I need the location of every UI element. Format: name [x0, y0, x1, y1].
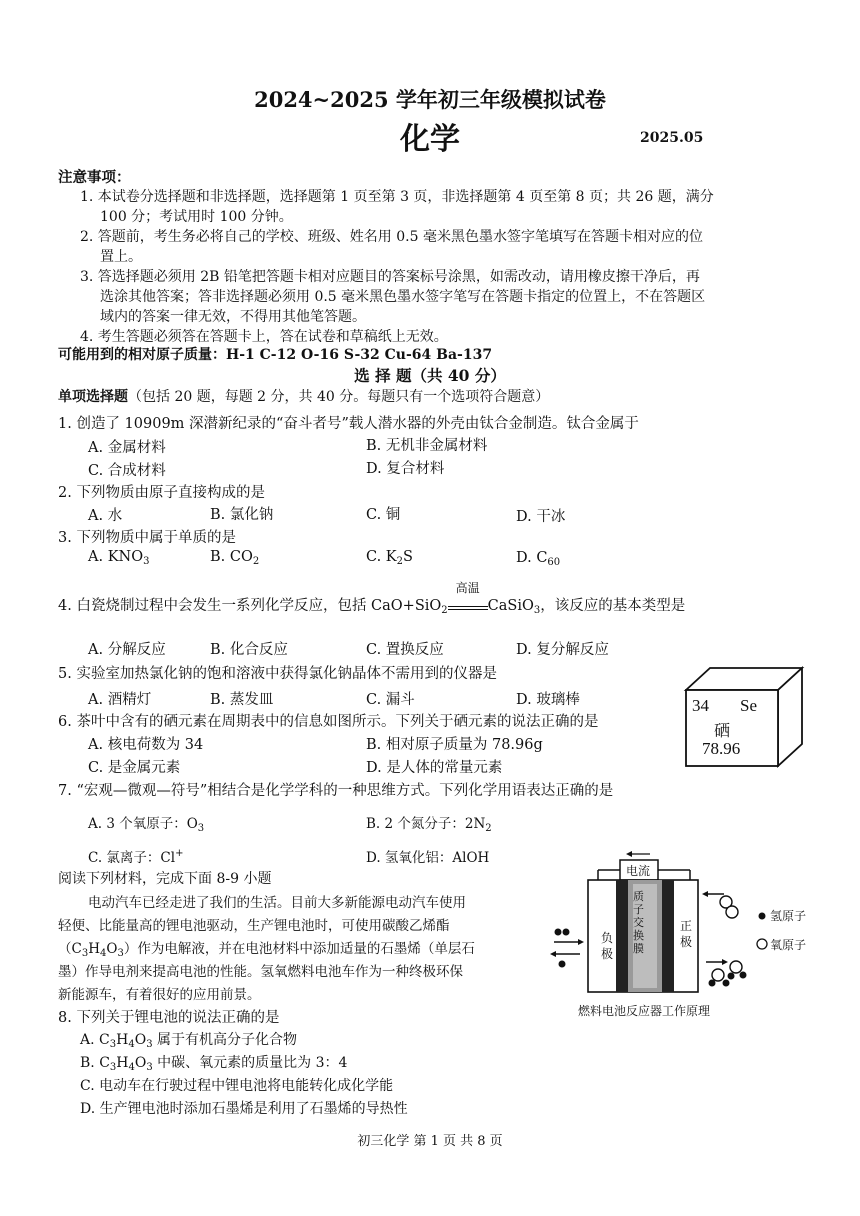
water-oxygen-1 [712, 969, 724, 981]
water-hydrogen-2 [723, 980, 730, 987]
q3-d-sub: 60 [547, 557, 561, 568]
q7-option-c [88, 846, 183, 866]
q8-a-s2: 4 [128, 1039, 135, 1050]
q7-option-d: D. 氢氧化铝：AlOH [366, 850, 490, 866]
section-instructions [58, 386, 549, 406]
legend-oxygen-symbol [757, 939, 767, 949]
q2-option-b: B. 氯化钠 [210, 507, 274, 523]
current-arrowhead [626, 851, 632, 857]
exam-title: 2024~2025 学年初三年级模拟试卷 [254, 87, 606, 112]
q4-equation-sign [448, 581, 488, 610]
q3-b-text: B. CO [210, 549, 253, 565]
positive-electrode-label: 正极 [680, 919, 693, 949]
q4-product: CaSiO [487, 598, 534, 614]
water-out-arrowhead [722, 959, 728, 965]
q7-b-sub: 2 [485, 823, 492, 834]
water-hydrogen-1 [709, 980, 716, 987]
q8-b-s1: 3 [109, 1062, 117, 1073]
q3-option-b [210, 549, 259, 567]
q8-a-post: 属于有机高分子化合物 [152, 1032, 298, 1048]
element-number: 34 [692, 696, 709, 715]
page-footer: 初三化学 第 1 页 共 8 页 [357, 1134, 503, 1149]
q3-d-text: D. C [516, 550, 548, 566]
reading-intro: 阅读下列材料，完成下面 8-9 小题 [58, 871, 272, 887]
reading-line-4: 墨）作导电剂来提高电池的性能。氢氧燃料电池车作为一种终极环保 [58, 964, 463, 980]
q3-a-sub: 3 [143, 556, 150, 567]
q8-b-post: 中碳、氧元素的质量比为 3：4 [152, 1055, 348, 1071]
q3-option-a [88, 549, 149, 567]
reading-l3-s3: 3 [117, 948, 124, 959]
hydrogen-atom-2 [563, 929, 570, 936]
oxygen-atom-2 [726, 906, 738, 918]
element-mass: 78.96 [702, 739, 741, 758]
note-4: 4. 考生答题必须答在答题卡上，答在试卷和草稿纸上无效。 [80, 329, 448, 345]
q7-option-a [88, 812, 204, 834]
q8-option-d: D. 生产锂电池时添加石墨烯是利用了石墨烯的导热性 [80, 1101, 408, 1117]
section-title: 选 择 题（共 40 分） [354, 366, 506, 385]
note-3b: 选涂其他答案；答非选择题必须用 0.5 毫米黑色墨水签字笔写在答题卡指定的位置上，不在答题区 [100, 289, 706, 305]
reading-line-3 [58, 937, 475, 959]
q5-option-d: D. 玻璃棒 [516, 692, 580, 708]
reading-l3-m1: H [88, 941, 100, 957]
q1-option-c: C. 合成材料 [88, 463, 166, 479]
q4-option-b: B. 化合反应 [210, 642, 288, 658]
q4-double-bar [448, 606, 488, 610]
q5-option-a: A. 酒精灯 [88, 692, 152, 708]
note-3c: 域内的答案一律无效，不得用其他笔答题。 [100, 309, 366, 325]
q4-option-c: C. 置换反应 [366, 642, 444, 658]
q5-option-b: B. 蒸发皿 [210, 692, 274, 708]
reading-line-5: 新能源车，有着很好的应用前景。 [58, 987, 261, 1003]
negative-electrode-label: 负极 [601, 931, 614, 961]
notes-heading: 注意事项： [58, 169, 131, 186]
q6-option-b: B. 相对原子质量为 78.96g [366, 737, 543, 753]
element-name: 硒 [714, 721, 731, 740]
q8-a-m1: H [116, 1032, 129, 1048]
water-oxygen-2 [730, 961, 742, 973]
q4-stem-pre: 4. 白瓷烧制过程中会发生一系列化学反应，包括 CaO+SiO [58, 598, 442, 614]
q1-option-d: D. 复合材料 [366, 461, 445, 477]
q8-option-c: C. 电动车在行驶过程中锂电池将电能转化成化学能 [80, 1078, 394, 1094]
reading-line-2: 轻便、比能量高的锂电池驱动，生产锂电池时，可使用碳酸乙烯酯 [58, 918, 450, 934]
q3-option-c [366, 549, 413, 567]
section-instr-bold: 单项选择题 [58, 389, 128, 405]
q8-b-m2: O [134, 1055, 147, 1071]
exam-date: 2025.05 [640, 130, 704, 146]
q2-option-d: D. 干冰 [516, 509, 566, 525]
reading-l3-post: ）作为电解液，并在电池材料中添加适量的石墨烯（单层石 [123, 941, 475, 957]
q6-option-a: A. 核电荷数为 34 [88, 737, 204, 753]
note-1b: 100 分；考试用时 100 分钟。 [100, 209, 293, 225]
legend-hydrogen-label: 氢原子 [770, 909, 807, 923]
q3-a-text: A. KNO [88, 549, 144, 565]
water-hydrogen-3 [728, 973, 735, 980]
h2-out-arrowhead [550, 951, 556, 957]
reading-line-1: 电动汽车已经走进了我们的生活。目前大多新能源电动汽车使用 [88, 895, 466, 911]
q6-stem: 6. 茶叶中含有的硒元素在周期表中的信息如图所示。下列关于硒元素的说法正确的是 [58, 714, 599, 730]
q4-sub2: 3 [533, 605, 541, 616]
q2-option-c: C. 铜 [366, 507, 401, 523]
q8-a-pre: A. C [80, 1032, 110, 1048]
q7-stem: 7. “宏观—微观—符号”相结合是化学学科的一种思维方式。下列化学用语表达正确的是 [58, 783, 614, 799]
q4-option-a: A. 分解反应 [88, 642, 166, 658]
q6-option-c: C. 是金属元素 [88, 760, 181, 776]
note-2b: 置上。 [100, 249, 142, 265]
q3-b-sub: 2 [252, 556, 260, 567]
q5-stem: 5. 实验室加热氯化钠的饱和溶液中获得氯化钠晶体不需用到的仪器是 [58, 666, 497, 682]
q2-stem: 2. 下列物质由原子直接构成的是 [58, 485, 265, 501]
q8-option-b [80, 1052, 347, 1073]
reading-l3-pre: （C [58, 941, 82, 957]
q7-option-b [366, 812, 492, 834]
q4-condition: 高温 [455, 581, 480, 595]
q4-stem-post: ，该反应的基本类型是 [540, 598, 686, 614]
q8-b-m1: H [116, 1055, 129, 1071]
q7-b-text: B. 2 个氮分子：2N [366, 816, 486, 832]
q3-c-sub: 2 [396, 556, 404, 567]
q7-c-sup: + [175, 848, 184, 859]
q1-stem: 1. 创造了 10909m 深潜新纪录的“奋斗者号”载人潜水器的外壳由钛合金制造。钛合金属于 [58, 416, 639, 432]
h2-in-arrowhead [578, 939, 584, 945]
q8-b-s2: 4 [128, 1062, 135, 1073]
q4-option-d: D. 复分解反应 [516, 642, 609, 658]
section-instr-rest: （包括 20 题，每题 2 分，共 40 分。每题只有一个选项符合题意） [128, 389, 550, 405]
q7-c-text: C. 氯离子：Cl [88, 850, 176, 866]
legend-hydrogen-symbol [759, 913, 766, 920]
subject-title: 化学 [400, 122, 460, 157]
q3-c-text: C. K [366, 549, 397, 565]
note-3a: 3. 答选择题必须用 2B 铅笔把答题卡相对应题目的答案标号涂黑，如需改动，请用橡皮擦干净后，再 [80, 269, 700, 285]
q4-stem [58, 581, 686, 616]
reading-l3-s1: 3 [81, 948, 89, 959]
q8-a-s1: 3 [109, 1039, 117, 1050]
hydrogen-atom-3 [559, 961, 566, 968]
membrane-label: 质子交换膜 [633, 890, 644, 955]
q8-a-m2: O [134, 1032, 147, 1048]
q1-option-a: A. 金属材料 [88, 440, 166, 456]
q3-option-d [516, 550, 560, 568]
anode-electrode [616, 880, 628, 992]
q8-a-s3: 3 [146, 1039, 153, 1050]
q2-option-a: A. 水 [88, 508, 123, 524]
element-symbol: Se [740, 696, 757, 715]
q8-option-a [80, 1029, 297, 1050]
diagram-caption: 燃料电池反应器工作原理 [578, 1004, 711, 1018]
atomic-mass-line: 可能用到的相对原子质量：H-1 C-12 O-16 S-32 Cu-64 Ba-137 [58, 347, 493, 363]
legend-oxygen-label: 氧原子 [770, 938, 807, 952]
q5-option-c: C. 漏斗 [366, 692, 415, 708]
current-label: 电流 [626, 864, 651, 878]
q8-b-pre: B. C [80, 1055, 110, 1071]
reading-l3-s2: 4 [100, 948, 107, 959]
q7-a-sub: 3 [197, 823, 205, 834]
q3-c-post: S [403, 549, 413, 565]
q1-option-b: B. 无机非金属材料 [366, 438, 488, 454]
q3-stem: 3. 下列物质中属于单质的是 [58, 530, 236, 546]
q8-b-s3: 3 [146, 1062, 153, 1073]
o2-in-arrowhead [702, 891, 708, 897]
cathode-electrode [662, 880, 674, 992]
note-2a: 2. 答题前，考生务必将自己的学校、班级、姓名用 0.5 毫米黑色墨水签字笔填写在答题卡相对应的位 [80, 229, 703, 245]
q4-sub1: 2 [441, 605, 448, 616]
q7-a-text: A. 3 个氧原子：O [88, 816, 198, 832]
q6-option-d: D. 是人体的常量元素 [366, 760, 503, 776]
water-hydrogen-4 [740, 972, 747, 979]
hydrogen-atom-1 [555, 929, 562, 936]
note-1a: 1. 本试卷分选择题和非选择题，选择题第 1 页至第 3 页，非选择题第 4 页至第 8 页；共 26 题，满分 [80, 189, 714, 205]
q8-stem: 8. 下列关于锂电池的说法正确的是 [58, 1010, 280, 1026]
reading-l3-m2: O [106, 941, 118, 957]
